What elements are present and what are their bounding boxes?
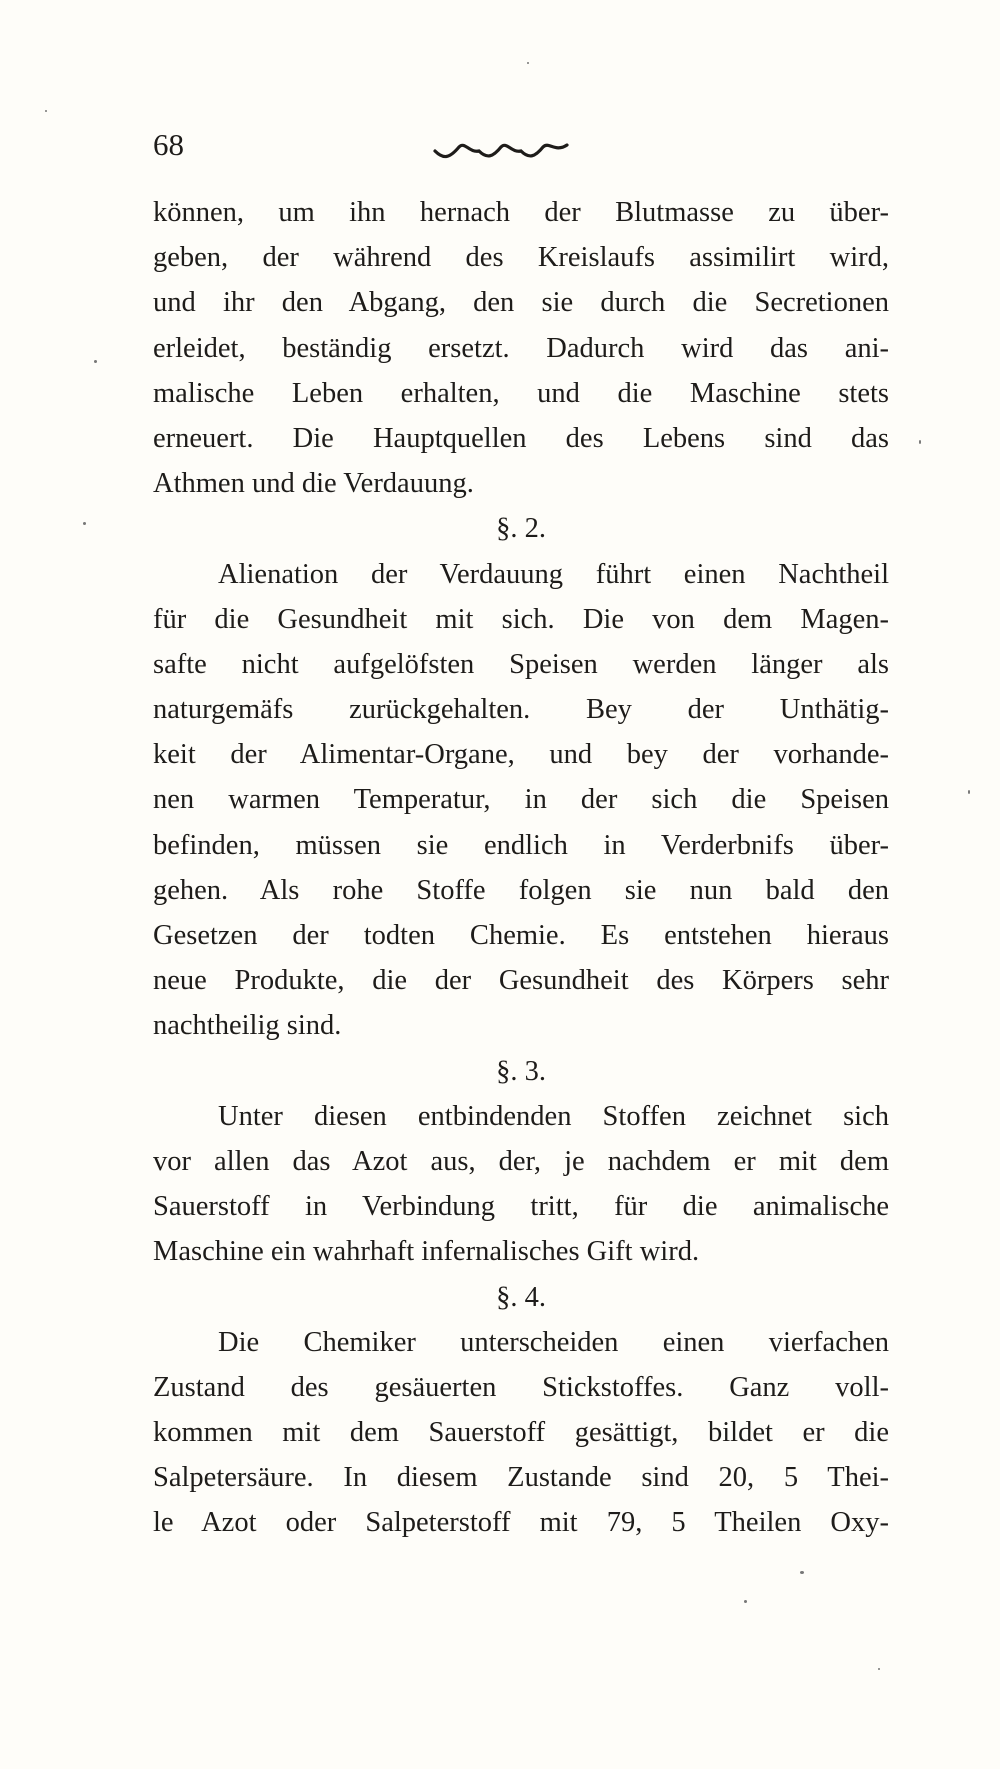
text-line: keit der Alimentar-Organe, und bey der vorhande-	[153, 739, 889, 771]
text-line: naturgemäfs zurückgehalten. Bey der Unthätig-	[153, 694, 889, 726]
scan-speck	[744, 1600, 747, 1603]
text-line: Die Chemiker unterscheiden einen vierfachen	[218, 1326, 889, 1358]
text-line: können, um ihn hernach der Blutmasse zu über-	[153, 197, 889, 228]
text-line: nen warmen Temperatur, in der sich die Speisen	[153, 784, 889, 816]
scan-speck	[800, 1571, 804, 1574]
page-number: 68	[153, 127, 184, 162]
text-line: Athmen und die Verdauung.	[153, 468, 474, 500]
paragraph-3	[153, 1094, 889, 1275]
text-line: malische Leben erhalten, und die Maschine stets	[153, 377, 889, 409]
text-line: neue Produkte, die der Gesundheit des Körpers sehr	[153, 965, 889, 997]
text-line: kommen mit dem Sauerstoff gesättigt, bildet er die	[153, 1417, 889, 1449]
text-line: Unter diesen entbindenden Stoffen zeichnet sich	[218, 1100, 889, 1132]
text-line: Gesetzen der todten Chemie. Es entstehen hieraus	[153, 920, 889, 951]
text-line: Salpetersäure. In diesem Zustande sind 20, 5 Thei-	[153, 1462, 889, 1494]
scan-speck	[919, 440, 921, 444]
text-line: erneuert. Die Hauptquellen des Lebens sind das	[153, 422, 889, 454]
paragraph-4	[153, 1320, 889, 1546]
text-line: nachtheilig sind.	[153, 1010, 342, 1042]
scan-speck	[45, 110, 47, 112]
text-line: befinden, müssen sie endlich in Verderbnifs über-	[153, 829, 889, 861]
text-line: Maschine ein wahrhaft infernalisches Gift wird.	[153, 1236, 700, 1268]
text-line: Zustand des gesäuerten Stickstoffes. Ganz voll-	[153, 1371, 889, 1403]
text-line: Alienation der Verdauung führt einen Nachtheil	[218, 558, 889, 590]
text-line: und ihr den Abgang, den sie durch die Secretionen	[153, 287, 889, 319]
text-line: vor allen das Azot aus, der, je nachdem er mit dem	[153, 1145, 889, 1177]
text-line: erleidet, beständig ersetzt. Dadurch wird das ani-	[153, 332, 889, 364]
scan-speck	[83, 522, 86, 525]
scan-speck	[878, 1668, 880, 1670]
scan-speck	[968, 790, 970, 794]
text-line: für die Gesundheit mit sich. Die von dem Magen-	[153, 603, 889, 635]
text-line: safte nicht aufgelöfsten Speisen werden länger als	[153, 648, 889, 680]
text-line: gehen. Als rohe Stoffe folgen sie nun bald den	[153, 874, 889, 906]
section-heading-4: §. 4.	[496, 1281, 546, 1313]
page-header	[153, 125, 873, 175]
scan-speck	[527, 62, 529, 64]
paragraph-2	[153, 552, 889, 1049]
section-heading-3: §. 3.	[496, 1055, 546, 1087]
body-text	[153, 190, 889, 1546]
text-line: le Azot oder Salpeterstoff mit 79, 5 Theilen Oxy-	[153, 1507, 889, 1539]
text-line: geben, der während des Kreislaufs assimilirt wird,	[153, 242, 889, 274]
paragraph-1	[153, 190, 889, 506]
text-line: Sauerstoff in Verbindung tritt, für die animalische	[153, 1191, 889, 1223]
section-heading-2: §. 2.	[496, 513, 546, 545]
header-ornament-icon	[433, 137, 573, 161]
scan-speck	[94, 360, 97, 363]
